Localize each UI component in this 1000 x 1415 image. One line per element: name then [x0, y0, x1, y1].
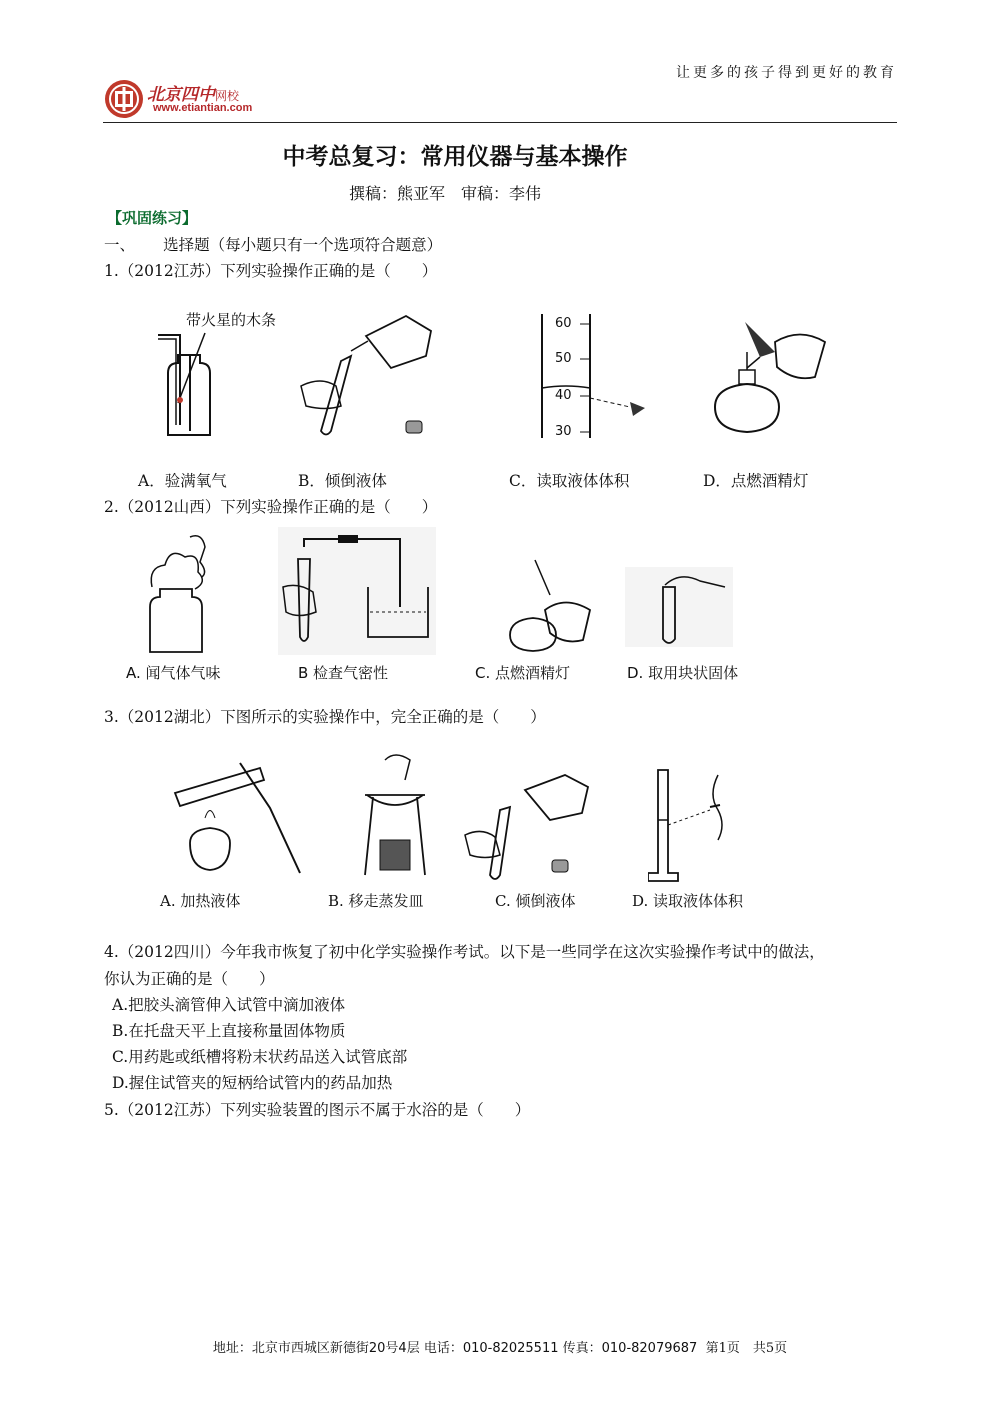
q3-figure-a	[160, 748, 320, 883]
logo-url: www.etiantian.com	[153, 102, 253, 114]
question-2-stem: 2.（2012山西）下列实验操作正确的是（ ）	[104, 498, 438, 516]
q1-option-d: D．点燃酒精灯	[703, 472, 809, 490]
q4-option-a: A.把胶头滴管伸入试管中滴加液体	[112, 996, 346, 1014]
cylinder-tick-60: 60	[555, 316, 572, 331]
q2-option-c: C. 点燃酒精灯	[475, 664, 571, 682]
q2-option-b: B 检查气密性	[298, 664, 389, 682]
cylinder-tick-40: 40	[555, 388, 572, 403]
q4-option-d: D.握住试管夹的短柄给试管内的药品加热	[112, 1074, 393, 1092]
q1-figure-b	[296, 306, 446, 446]
question-3-stem: 3.（2012湖北）下图所示的实验操作中，完全正确的是（ ）	[104, 708, 546, 726]
section-heading: 【巩固练习】	[107, 209, 198, 227]
header-divider	[103, 122, 897, 123]
page-footer	[0, 1337, 1000, 1356]
q1-figure-c	[530, 312, 660, 440]
author-line: 撰稿：熊亚军 审稿：李伟	[348, 184, 541, 203]
q2-figure-a	[130, 527, 230, 657]
q3-option-b: B. 移走蒸发皿	[328, 892, 424, 910]
cylinder-tick-50: 50	[555, 351, 572, 366]
logo-suffix: 网校	[215, 89, 240, 103]
logo-name-text: 北京四中	[147, 85, 215, 105]
q4-option-b: B.在托盘天平上直接称量固体物质	[112, 1022, 346, 1040]
q1-fig-caption: 带火星的木条	[186, 311, 277, 329]
header-slogan: 让更多的孩子得到更好的教育	[676, 65, 897, 81]
q3-figure-c	[460, 765, 600, 885]
question-4-stem-line1: 4.（2012四川）今年我市恢复了初中化学实验操作考试。以下是一些同学在这次实验操作考试中的做法，	[104, 943, 825, 961]
q3-option-a: A. 加热液体	[160, 892, 241, 910]
q1-option-c: C．读取液体体积	[509, 472, 630, 490]
page-title: 中考总复习：常用仪器与基本操作	[282, 144, 628, 170]
q4-option-c: C.用药匙或纸槽将粉末状药品送入试管底部	[112, 1048, 408, 1066]
footer-address: 地址：北京市西城区新德街20号4层 电话：010-82025511 传真：010-82079687	[212, 1341, 698, 1356]
q2-option-d: D. 取用块状固体	[627, 664, 739, 682]
footer-page-number: 第1页 共5页	[705, 1341, 788, 1356]
q2-figure-b	[278, 527, 438, 657]
q2-figure-c	[495, 555, 605, 655]
q1-figure-d	[705, 312, 835, 442]
q3-option-d: D. 读取液体体积	[632, 892, 744, 910]
q2-figure-d	[625, 567, 735, 649]
q1-option-a: A．验满氧气	[138, 472, 227, 490]
school-logo-icon	[103, 78, 147, 120]
cylinder-tick-30: 30	[555, 424, 572, 439]
q3-figure-b	[355, 745, 435, 885]
q1-option-b: B．倾倒液体	[298, 472, 387, 490]
question-1-stem: 1.（2012江苏）下列实验操作正确的是（ ）	[104, 262, 438, 280]
q3-figure-d	[648, 765, 748, 885]
part-heading: 一、 选择题（每小题只有一个选项符合题意）	[104, 236, 443, 254]
q2-option-a: A. 闻气体气味	[126, 664, 221, 682]
question-5-stem: 5.（2012江苏）下列实验装置的图示不属于水浴的是（ ）	[104, 1101, 531, 1119]
q3-option-c: C. 倾倒液体	[495, 892, 576, 910]
question-4-stem-line2: 你认为正确的是（ ）	[104, 970, 275, 988]
